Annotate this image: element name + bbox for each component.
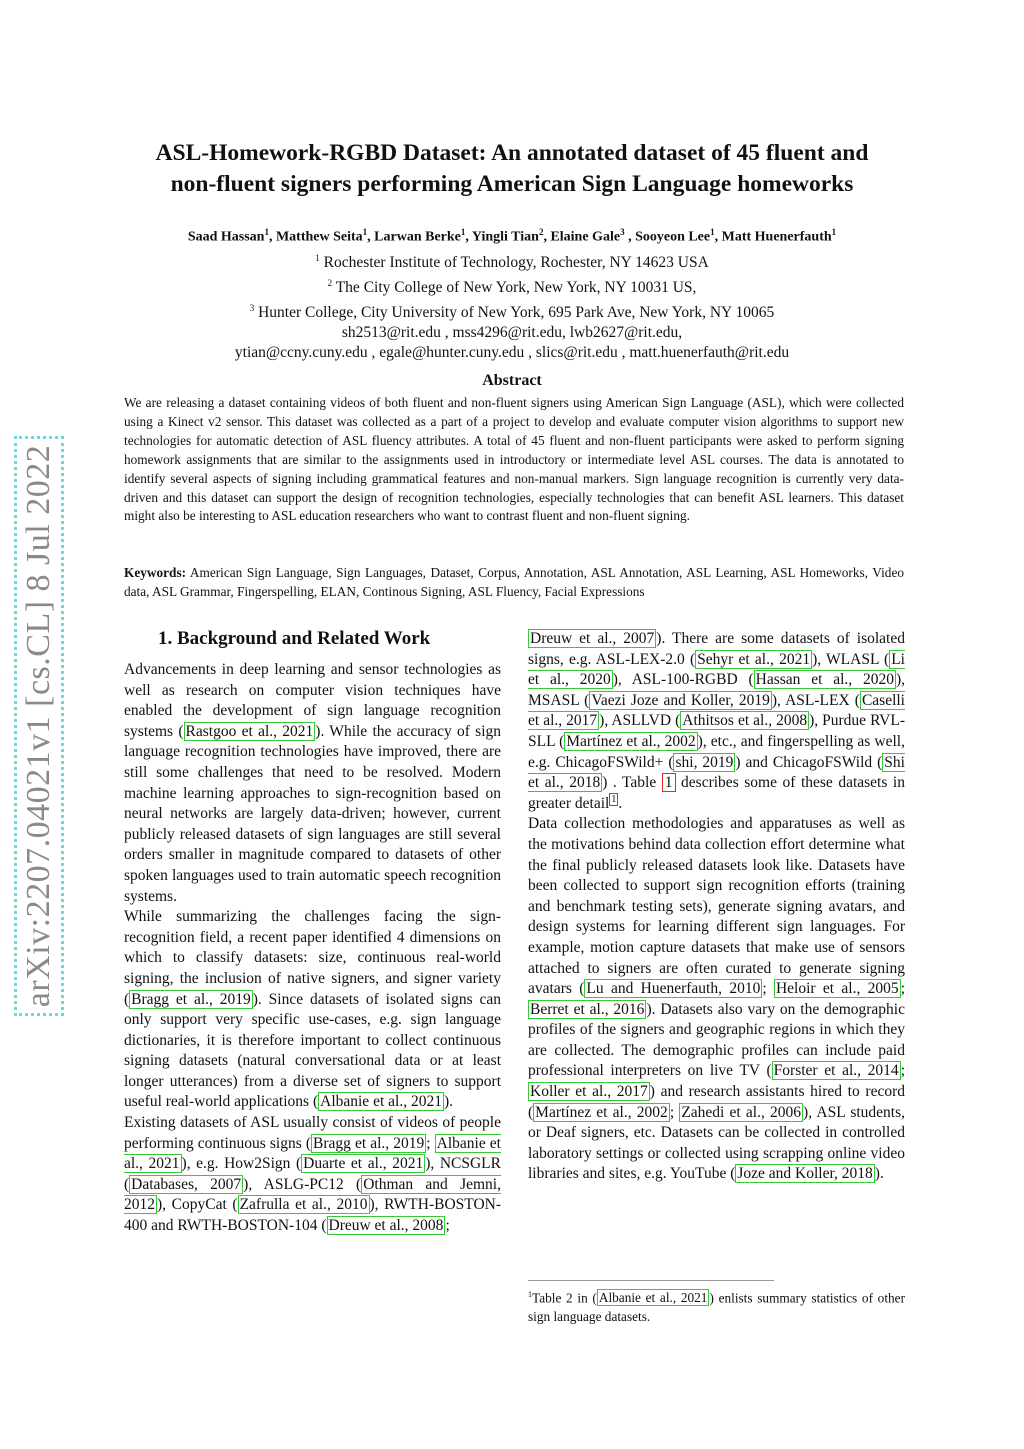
citation-link[interactable]: Othman and Jemni, 2012 xyxy=(124,1175,501,1214)
citation-link[interactable]: Shi et al., 2018 xyxy=(528,753,905,792)
affiliation-text: The City College of New York, New York, NY 10031 US, xyxy=(335,278,697,296)
footnote-reference-link[interactable]: 1 xyxy=(611,793,617,805)
paragraph: Data collection methodologies and apparatuses as well as the motivations behind data collection effort determine what the final publicly released datasets look like. Datasets have been collected to support sign recognition efforts (training and benchmark testing sets), generate signing avatars, and design systems for learning different sign languages. For example, motion capture datasets that make use of sensors attached to signers are often curated to generate signing avatars ( Lu and Huenerfauth, 2010 ; Heloir et al., 2005 ; Berret et al., 2016 ). Datasets also vary on the demographic profiles of the signers and geographic regions in which they are collected. The demographic profiles can include paid professional interpreters on live TV ( Forster et al., 2014 ; Koller et al., 2017 ) and research assistants hired to record ( Martínez et al., 2002 ; Zahedi et al., 2006 ), ASL students, or Deaf signers, etc. Datasets can be collected in controlled laboratory settings or collected using scrapping online video libraries and sites, e.g. YouTube ( Joze and Koller, 2018 ). xyxy=(528,815,905,1183)
affiliation-line xyxy=(80,298,944,323)
citation-link[interactable]: Zafrulla et al., 2010 xyxy=(239,1196,368,1214)
affiliation-marker: 1 xyxy=(460,227,466,237)
citation-link[interactable]: Vaezi Joze and Koller, 2019 xyxy=(591,691,770,709)
citation-link[interactable]: Koller et al., 2017 xyxy=(530,1083,648,1101)
paragraph: Advancements in deep learning and sensor technologies as well as research on computer vision techniques have enabled the development of sign language recognition systems ( Rastgoo et al., 2021 ). While the accuracy of sign language recognition technologies have improved, there are still some challenges that need to be resolved. Modern machine learning approaches to sign-recognition based on neural networks are largely data-driven; however, current publicly released datasets of sign languages are still several orders smaller in magnitude compared to datasets of other spoken languages used to train automatic speech recognition systems. xyxy=(124,661,502,905)
affiliation-text: Rochester Institute of Technology, Rochester, NY 14623 USA xyxy=(323,253,709,271)
affiliation-marker: 3 xyxy=(620,227,625,237)
arxiv-identifier-stamp xyxy=(14,436,64,1016)
abstract-body: We are releasing a dataset containing videos of both fluent and non-fluent signers using American Sign Language (ASL), which were collected using a Kinect v2 sensor. This dataset was collected as a part of a project to develop and evaluate computer vision algorithms to support new technologies for automatic detection of ASL fluency attributes. A total of 45 fluent and non-fluent participants were asked to perform signing homework assignments that are similar to the assignments used in introductory or intermediate level ASL courses. The data is annotated to identify several aspects of signing including grammatical features and non-manual markers. Sign language recognition is currently very data-driven and this dataset can support the design of recognition technologies, especially technologies that can benefit ASL learners. This dataset might also be interesting to ASL education researchers who want to contrast fluent and non-fluent signing. xyxy=(124,395,904,524)
paragraph: While summarizing the challenges facing the sign-recognition field, a recent paper identified 4 dimensions on which to classify datasets: size, continuous real-world signing, the inclusion of native signers, and signer variety ( Bragg et al., 2019 ). Since datasets of isolated signs can only support very specific use-cases, e.g. sign language dictionaries, it is therefore important to collect continuous signing datasets (natural conversational data or at least longer utterances) from a diverse set of signers to support useful real-world applications ( Albanie et al., 2021 ). xyxy=(124,908,501,1111)
title-line-2: non-fluent signers performing American Sign Language homeworks xyxy=(170,171,854,197)
abstract-heading: Abstract xyxy=(482,372,542,389)
citation-link[interactable]: Albanie et al., 2021 xyxy=(598,1290,708,1306)
affiliation-marker: 1 xyxy=(315,252,320,263)
title-line-1: ASL-Homework-RGBD Dataset: An annotated dataset of 45 fluent and xyxy=(155,140,869,166)
citation-link[interactable]: Heloir et al., 2005 xyxy=(775,980,899,998)
paragraph: Existing datasets of ASL usually consist of videos of people performing continuous signs ( Bragg et al., 2019 ; Albanie et al., 2021 ), e.g. How2Sign ( Duarte et al., 2021 ), NCSGLR ( Databases, 2007 ), ASLG-PC12 ( Othman and Jemni, 2012 ), CopyCat ( Zafrulla et al., 2010 ), RWTH-BOSTON-400 and RWTH-BOSTON-104 ( Dreuw et al., 2008 ; xyxy=(124,1114,501,1235)
citation-link[interactable]: Dreuw et al., 2007 xyxy=(530,630,655,647)
affiliation-line xyxy=(80,248,944,273)
citation-link[interactable]: Albanie et al., 2021 xyxy=(320,1093,442,1111)
citation-link[interactable]: Joze and Koller, 2018 xyxy=(737,1165,873,1183)
citation-link[interactable]: Bragg et al., 2019 xyxy=(131,990,251,1008)
paper-title xyxy=(100,138,924,200)
right-column xyxy=(528,629,905,1185)
affiliation-marker: 2 xyxy=(538,227,544,237)
affiliation-text: Hunter College, City University of New York, 695 Park Ave, New York, NY 10065 xyxy=(258,304,775,322)
author-name: Matthew Seita xyxy=(275,229,363,245)
citation-link[interactable]: Zahedi et al., 2006 xyxy=(681,1103,802,1121)
affiliation-marker: 3 xyxy=(249,302,255,313)
affiliation-line xyxy=(80,273,944,298)
citation-link[interactable]: Forster et al., 2014 xyxy=(773,1062,899,1080)
table-reference-link[interactable]: 1 xyxy=(662,773,676,792)
citation-link[interactable]: Dreuw et al., 2008 xyxy=(328,1217,444,1235)
footnote-marker: 1 xyxy=(528,1290,532,1299)
footnote: $^1$Table 2 in ( Albanie et al., 2021 ) enlists summary statistics of other sign language datasets. xyxy=(528,1290,906,1324)
author-name: Larwan Berke xyxy=(374,229,461,245)
keywords xyxy=(124,564,904,602)
affiliation-marker: 1 xyxy=(831,227,837,237)
citation-link[interactable]: Hassan et al., 2020 xyxy=(755,671,894,689)
keywords-text: American Sign Language, Sign Languages, Dataset, Corpus, Annotation, ASL Annotation, ASL Learning, ASL Homeworks, Video data, ASL Grammar, Fingerspelling, ELAN, Continous Signing, ASL Fluency, Facial Expressions xyxy=(124,565,905,599)
keywords-label: Keywords: xyxy=(124,565,187,580)
author-name: Yingli Tian xyxy=(471,229,539,245)
citation-link[interactable]: Rastgoo et al., 2021 xyxy=(185,722,314,740)
footnote-divider xyxy=(528,1280,774,1281)
citation-link[interactable]: Bragg et al., 2019 xyxy=(313,1134,425,1152)
citation-link[interactable]: Martínez et al., 2002 xyxy=(535,1103,668,1121)
citation-link[interactable]: shi, 2019 xyxy=(675,753,734,771)
author-name: Saad Hassan xyxy=(187,229,265,245)
citation-link[interactable]: Albanie et al., 2021 xyxy=(124,1134,501,1173)
paragraph: Dreuw et al., 2007 ). There are some datasets of isolated signs, e.g. ASL-LEX-2.0 ( Sehyr et al., 2021 ), WLASL ( Li et al., 2020 ), ASL-100-RGBD ( Hassan et al., 2020 ), MSASL ( Vaezi Joze and Koller, 2019 ), ASL-LEX ( Caselli et al., 2017 ), ASLLVD ( Athitsos et al., 2008 ), Purdue RVL-SLL ( Martínez et al., 2002 ), etc., and fingerspelling as well, e.g. ChicagoFSWild+ ( shi, 2019 ) and ChicagoFSWild ( Shi et al., 2018 ) . Table 1 describes some of these datasets in greater detail $^1$ . xyxy=(528,630,906,812)
author-name: Matt Huenerfauth xyxy=(721,229,832,245)
section-heading: 1. Background and Related Work xyxy=(158,628,431,649)
affiliation-marker: 1 xyxy=(362,227,368,237)
arxiv-identifier-text: arXiv:2207.04021v1 [cs.CL] 8 Jul 2022 xyxy=(20,444,58,1008)
citation-link[interactable]: Lu and Huenerfauth, 2010 xyxy=(586,980,761,998)
citation-link[interactable]: Athitsos et al., 2008 xyxy=(682,712,808,730)
email-line: ytian@ccny.cuny.edu , egale@hunter.cuny.edu , slics@rit.edu , matt.huenerfauth@rit.edu xyxy=(234,344,790,362)
citation-link[interactable]: Databases, 2007 xyxy=(131,1175,242,1193)
citation-link[interactable]: Li et al., 2020 xyxy=(528,650,905,689)
left-column xyxy=(124,627,501,1237)
citation-link[interactable]: Caselli et al., 2017 xyxy=(528,691,905,730)
email-line: sh2513@rit.edu , mss4296@rit.edu, lwb2627@rit.edu, xyxy=(341,324,683,342)
citation-link[interactable]: Sehyr et al., 2021 xyxy=(697,650,811,668)
author-name: Sooyeon Lee xyxy=(635,229,711,245)
affiliation-marker: 1 xyxy=(710,227,715,237)
author-block xyxy=(80,222,944,363)
citation-link[interactable]: Martínez et al., 2002 xyxy=(566,732,696,750)
affiliation-marker: 2 xyxy=(327,277,333,288)
author-name: Elaine Gale xyxy=(550,229,621,245)
citation-link[interactable]: Duarte et al., 2021 xyxy=(303,1155,424,1173)
citation-link[interactable]: Berret et al., 2016 xyxy=(530,1000,645,1018)
affiliation-marker: 1 xyxy=(264,227,269,237)
author-names: Saad Hassan$^1$, Matthew Seita$^1$, Larwan Berke$^1$, Yingli Tian$^2$, Elaine Gale$^3$ , Sooyeon Lee$^1$, Matt Huenerfauth$^1$ xyxy=(187,227,837,245)
